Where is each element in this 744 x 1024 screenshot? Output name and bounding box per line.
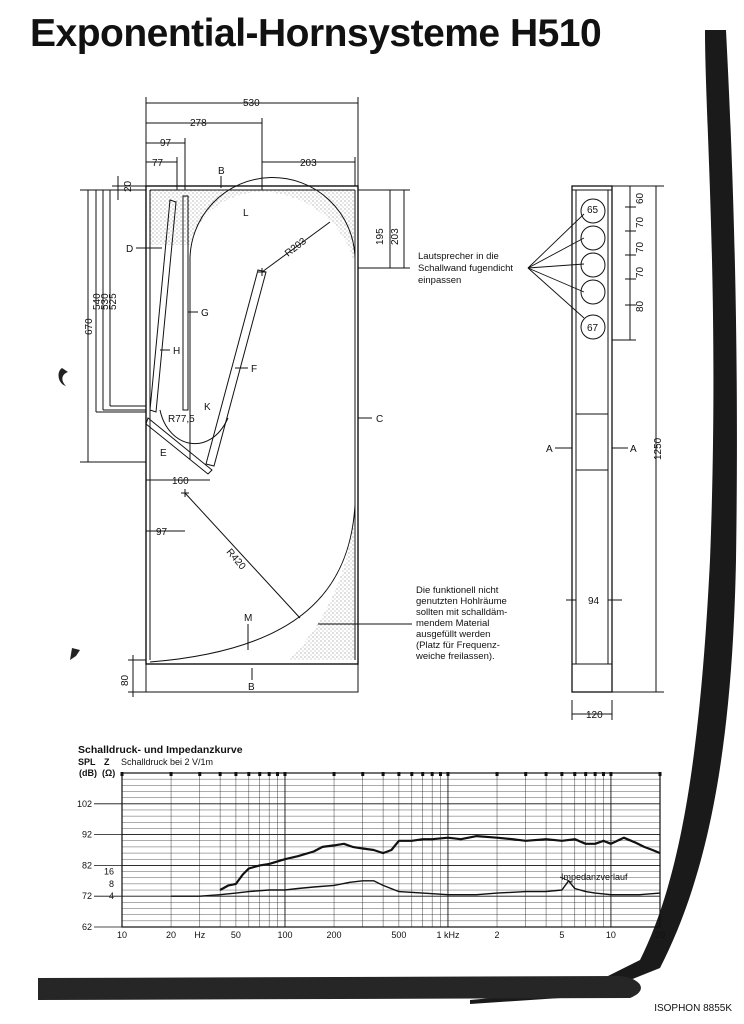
x-tick-label: Hz (194, 930, 206, 940)
x-tick-label: 500 (391, 930, 407, 940)
top-tick-marker (382, 772, 385, 776)
speaker-hole-3 (581, 253, 605, 277)
dim-203: 203 (300, 158, 317, 169)
series-line-impedance (171, 881, 660, 896)
label-L: L (243, 208, 249, 219)
x-tick-label: 20 (654, 930, 666, 940)
x-tick-label: 20 (166, 930, 177, 940)
panel-E (146, 418, 212, 474)
x-tick-label: 5 (559, 930, 565, 940)
y-tick-label-z: 8 (108, 878, 114, 889)
y-tick-label-z: 16 (103, 866, 114, 877)
top-tick-marker (560, 772, 563, 776)
label-H: H (173, 346, 181, 357)
speaker-note-line-2: Schallwand fugendicht (418, 263, 514, 274)
chart-subtitle: Schalldruck bei 2 V/1m (121, 757, 214, 767)
x-tick-label: 200 (326, 930, 342, 940)
stipple-region-bottom (288, 505, 355, 660)
label-F: F (251, 364, 258, 375)
side-view (555, 186, 664, 720)
x-tick-label: 2 (494, 930, 500, 940)
top-tick-marker (258, 772, 261, 776)
top-tick-marker (659, 772, 662, 776)
label-C: C (376, 414, 384, 425)
label-R77-5: R77,5 (168, 414, 195, 425)
dim-203-right: 203 (390, 228, 401, 245)
y-tick-label-z: 4 (108, 891, 114, 902)
top-tick-marker (170, 772, 173, 776)
publisher-code: ISOPHON 8855K (654, 1003, 732, 1014)
label-G: G (201, 308, 209, 319)
dim-670: 670 (84, 318, 95, 335)
top-tick-marker (410, 772, 413, 776)
circle-label-65: 65 (587, 205, 599, 216)
dim-97-mid: 97 (156, 527, 168, 538)
top-tick-marker (584, 772, 587, 776)
section-A-right: A (630, 444, 637, 455)
cavity-note-line-2: genutzten Hohlräume (416, 596, 507, 607)
label-K: K (204, 402, 211, 413)
top-tick-marker (397, 772, 400, 776)
label-R420: R420 (223, 546, 248, 573)
label-B-top: B (218, 166, 225, 177)
dim-80-side: 80 (635, 300, 646, 312)
dim-77: 77 (152, 158, 164, 169)
dim-160: 160 (172, 476, 189, 487)
cavity-note (415, 585, 507, 662)
top-tick-marker (361, 772, 364, 776)
dim-530: 530 (243, 98, 260, 109)
side-board (572, 186, 612, 692)
dim-20: 20 (123, 180, 134, 192)
top-tick-marker (219, 772, 222, 776)
dim-80: 80 (120, 674, 131, 686)
top-tick-marker (496, 772, 499, 776)
scan-marks (59, 368, 80, 660)
dim-97: 97 (160, 138, 172, 149)
label-M: M (244, 613, 253, 624)
top-tick-marker (283, 772, 286, 776)
x-tick-label: 10 (116, 930, 128, 940)
top-tick-marker (609, 772, 612, 776)
page-title: Exponential-Hornsysteme H510 (30, 12, 602, 55)
top-tick-marker (594, 772, 597, 776)
dim-530-v: 530 (100, 293, 111, 310)
top-tick-marker (439, 772, 442, 776)
x-tick-label: 1 kHz (436, 930, 460, 940)
top-tick-marker (431, 772, 434, 776)
top-tick-marker (234, 772, 237, 776)
top-tick-marker (573, 772, 576, 776)
dim-278: 278 (190, 118, 207, 129)
y-tick-label-spl: 72 (81, 891, 92, 902)
label-E: E (160, 448, 167, 459)
dim-60: 60 (635, 192, 646, 204)
response-chart (77, 744, 665, 940)
cavity-note-line-1: Die funktionell nicht (416, 585, 499, 596)
cavity-note-line-4: mendem Material (416, 618, 490, 629)
top-tick-marker (198, 772, 201, 776)
dim-195: 195 (375, 228, 386, 245)
chart-series (171, 836, 660, 896)
speaker-note-line-3: einpassen (418, 275, 462, 286)
bottom-band (38, 976, 641, 1000)
top-tick-marker (545, 772, 548, 776)
chart-title: Schalldruck- und Impedanzkurve (78, 744, 243, 756)
dim-94: 94 (588, 596, 600, 607)
top-tick-marker (446, 772, 449, 776)
dim-540: 540 (92, 293, 103, 310)
top-tick-marker (247, 772, 250, 776)
section-A-left: A (546, 444, 553, 455)
dim-120: 120 (586, 710, 603, 721)
y-tick-label-spl: 62 (81, 922, 92, 932)
cavity-note-line-7: weiche freilassen). (416, 651, 495, 662)
top-tick-marker (121, 772, 124, 776)
top-tick-marker (602, 772, 605, 776)
y-tick-label-spl: 102 (76, 798, 92, 809)
x-tick-label: 100 (277, 930, 293, 940)
y-tick-label-spl: 82 (81, 860, 92, 871)
cabinet-outline (146, 186, 358, 664)
dim-1250: 1250 (653, 437, 664, 460)
stipple-region-top (150, 190, 355, 268)
circle-label-67: 67 (587, 323, 599, 334)
y-tick-label-spl: 92 (81, 829, 92, 840)
label-B-bottom: B (248, 682, 255, 693)
top-tick-marker (524, 772, 527, 776)
speaker-hole-2 (581, 226, 605, 250)
dim-70c: 70 (635, 266, 646, 278)
impedance-annotation: Impedanzverlauf (561, 872, 628, 882)
label-D: D (126, 244, 134, 255)
side-view-labels (546, 192, 664, 721)
top-tick-marker (268, 772, 271, 776)
speaker-note (418, 214, 584, 318)
x-tick-label: 50 (230, 930, 241, 940)
x-tick-label: 10 (605, 930, 616, 940)
cavity-note-line-5: ausgefüllt werden (416, 629, 491, 640)
label-R203: R203 (283, 235, 309, 260)
axis-label-z: Z (104, 757, 110, 767)
speaker-hole-4 (581, 280, 605, 304)
top-tick-marker (333, 772, 336, 776)
top-tick-marker (276, 772, 279, 776)
axis-unit-spl: (dB) (79, 768, 97, 778)
axis-label-spl: SPL (78, 757, 96, 767)
dim-70b: 70 (635, 241, 646, 253)
speaker-note-line-1: Lautsprecher in die (418, 251, 499, 262)
cavity-note-line-3: sollten mit schalldäm- (416, 607, 508, 618)
chart-tick-labels (77, 799, 665, 940)
dim-525: 525 (108, 293, 119, 310)
cavity-note-line-6: (Platz für Frequenz- (416, 640, 500, 651)
axis-unit-z: (Ω) (102, 768, 116, 778)
dim-70a: 70 (635, 216, 646, 228)
top-tick-marker (421, 772, 424, 776)
